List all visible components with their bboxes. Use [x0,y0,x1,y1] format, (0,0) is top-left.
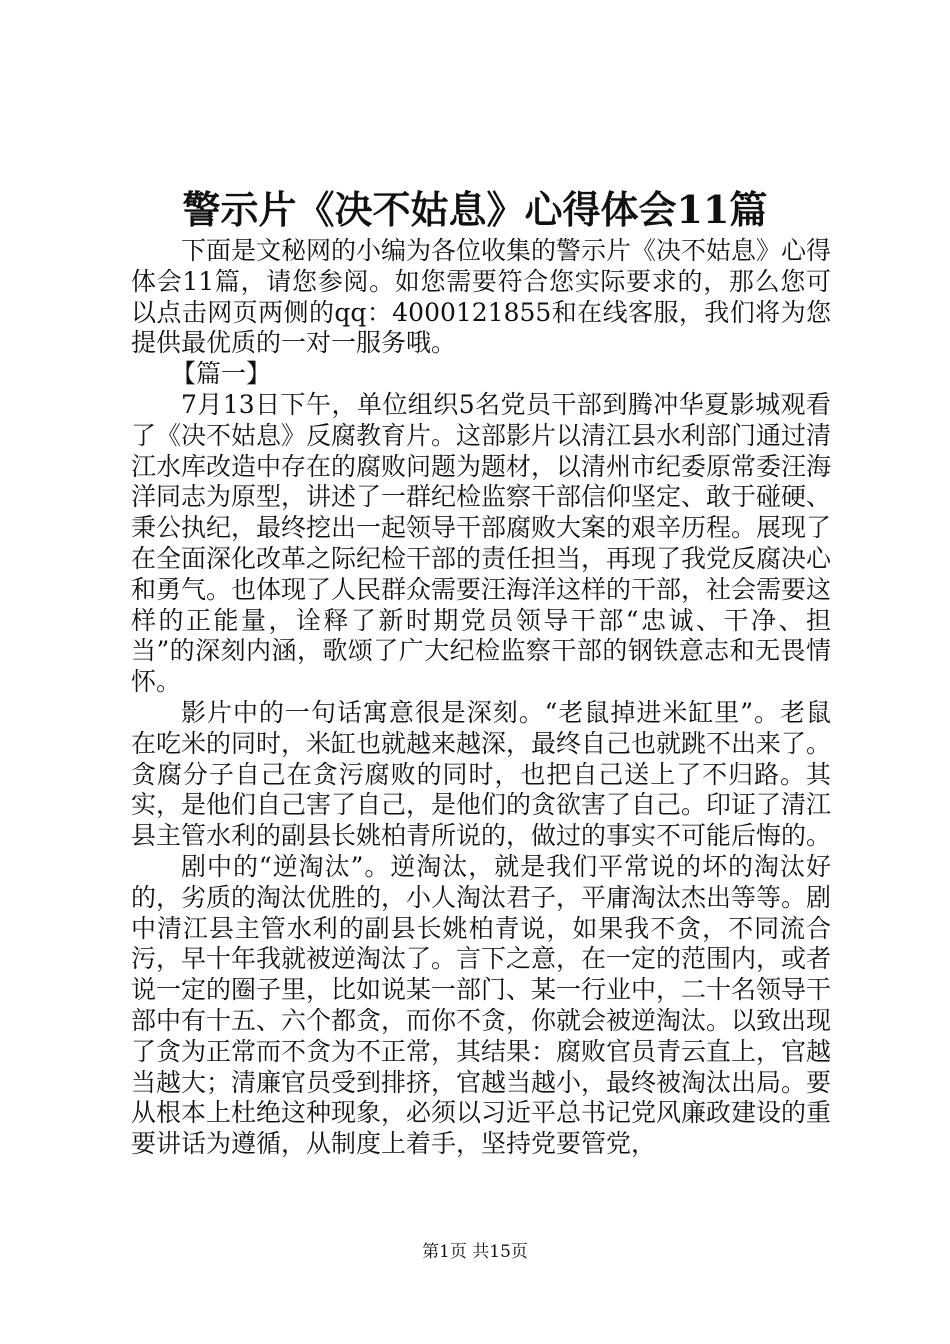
body-paragraph-3: 剧中的“逆淘汰”。逆淘汰，就是我们平常说的坏的淘汰好的，劣质的淘汰优胜的，小人淘汰君子，平庸淘汰杰出等等。剧中清江县主管水利的副县长姚柏青说，如果我不贪，不同流合污，早十年我就被逆淘汰了。言下之意，在一定的范围内，或者说一定的圈子里，比如说某一部门、某一行业中，二十名领导干部中有十五、六个都贪，而你不贪，你就会被逆淘汰。以致出现了贪为正常而不贪为不正常，其结果：腐败官员青云直上，官越当越大；清廉官员受到排挤，官越当越小，最终被淘汰出局。要从根本上杜绝这种现象，必须以习近平总书记党风廉政建设的重要讲话为遵循，从制度上着手，坚持党要管党， [131,851,832,1159]
intro-paragraph: 下面是文秘网的小编为各位收集的警示片《决不姑息》心得体会11篇，请您参阅。如您需要符合您实际要求的，那么您可以点击网页两侧的qq：4000121855和在线客服，我们将为您提供最优质的一对一服务哦。 [131,236,832,358]
section-heading: 【篇一】 [171,359,272,389]
body-paragraph-2: 影片中的一句话寓意很是深刻。“老鼠掉进米缸里”。老鼠在吃米的同时，米缸也就越来越深，最终自己也就跳不出来了。贪腐分子自己在贪污腐败的同时，也把自己送上了不归路。其实，是他们自己害了自己，是他们的贪欲害了自己。印证了清江县主管水利的副县长姚柏青所说的，做过的事实不可能后悔的。 [131,697,832,851]
page-footer: 第1页 共15页 [422,1242,528,1262]
body-paragraph-1: 7月13日下午，单位组织5名党员干部到腾冲华夏影城观看了《决不姑息》反腐教育片。这部影片以清江县水利部门通过清江水库改造中存在的腐败问题为题材，以清州市纪委原常委汪海洋同志为原型，讲述了一群纪检监察干部信仰坚定、敢于碰硬、秉公执纪，最终挖出一起领导干部腐败大案的艰辛历程。展现了在全面深化改革之际纪检干部的责任担当，再现了我党反腐决心和勇气。也体现了人民群众需要汪海洋这样的干部，社会需要这样的正能量，诠释了新时期党员领导干部“忠诚、干净、担当”的深刻内涵，歌颂了广大纪检监察干部的钢铁意志和无畏情怀。 [131,389,832,697]
document-title: 警示片《决不姑息》心得体会11篇 [182,187,768,232]
document-body [131,236,831,1160]
